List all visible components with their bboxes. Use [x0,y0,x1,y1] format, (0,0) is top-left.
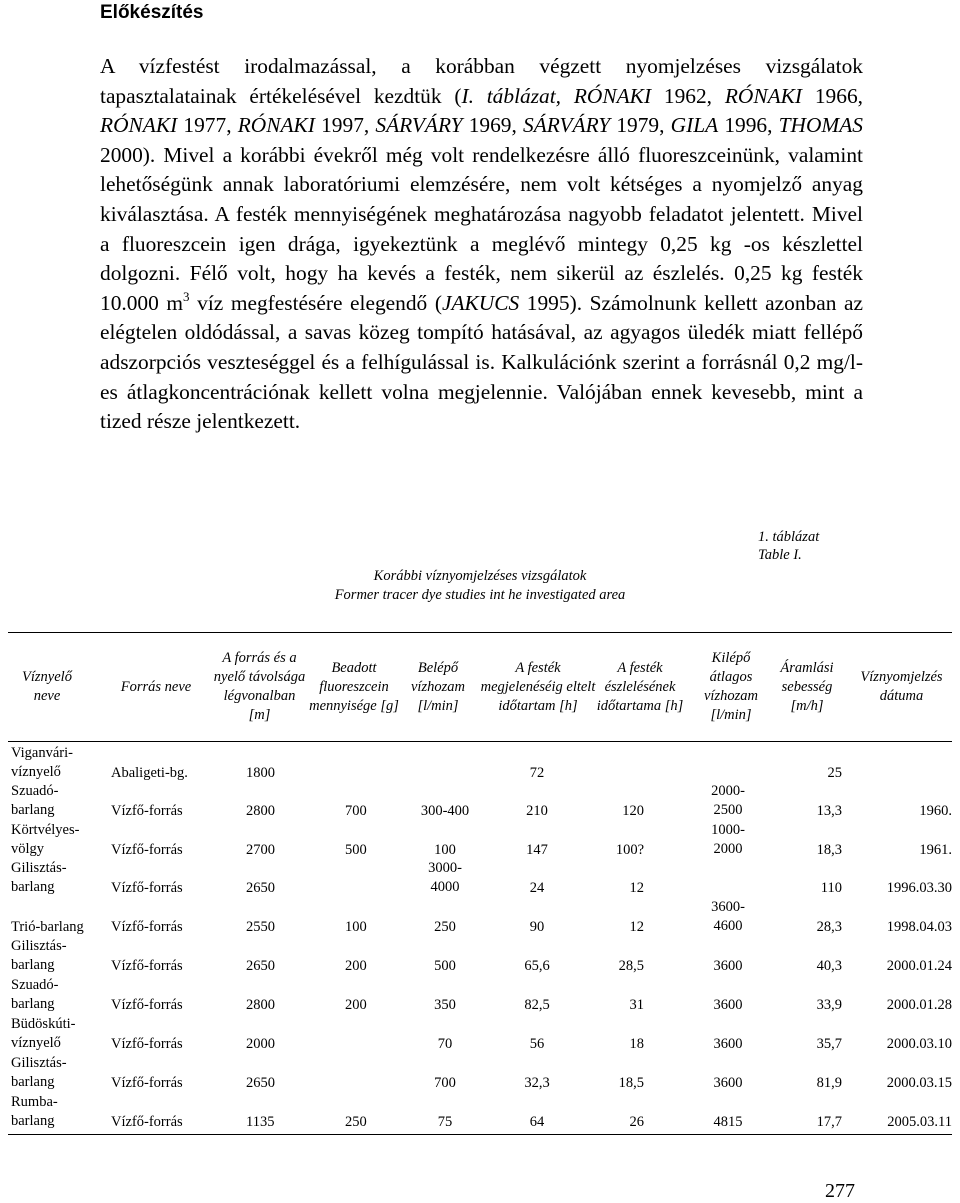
cell-dur: 12 [629,880,644,896]
paragraph-run: 1977, [177,113,238,138]
table-row [0,937,960,975]
header-inflow: Belépő vízhozam [l/min] [411,659,465,714]
table-row [0,782,960,820]
paragraph-run: JAKUCS [441,290,520,315]
cell-appear: 82,5 [524,997,550,1013]
cell-speed: 110 [820,880,842,896]
cell-speed: 18,3 [816,842,842,858]
paragraph-run: 1962, [651,83,725,108]
cell-spring: Vízfő-forrás [111,880,183,896]
cell-inflow: 3000- 4000 [428,860,462,895]
table-row [0,1015,960,1053]
paragraph-run: RÓNAKI [100,113,178,138]
cell-speed: 17,7 [816,1114,842,1130]
table-caption [250,567,710,605]
cell-dye: 250 [345,1114,367,1130]
header-detection-duration: A festék észlelésének időtartama [h] [596,659,684,714]
header-flow-speed: Áramlási sebesség [m/h] [780,659,834,714]
cell-dur: 31 [629,997,644,1013]
cell-spring: Vízfő-forrás [111,1075,183,1091]
paragraph-run: A vízfestést irodalmazással, a korábban végzett nyomjelzéses vizsgálatok tapasztalatainak értékelésével kezdtük ( [100,54,863,108]
table-header-rule [8,741,952,742]
table-row [0,859,960,897]
table-row [0,821,960,859]
cell-spring: Vízfő-forrás [111,1114,183,1130]
cell-appear: 72 [529,765,545,781]
cell-dist: 1135 [246,1114,275,1130]
paragraph-run: 1979, [610,113,671,138]
cell-spring: Vízfő-forrás [111,1036,183,1052]
cell-dye: 200 [345,958,367,974]
header-dye-amount: Beadott fluoreszcein mennyisége [g] [309,659,399,714]
header-date: Víznyomjelzés dátuma [860,669,943,704]
cell-outflow: 1000- 2000 [711,822,745,857]
table-bottom-rule [8,1134,952,1135]
cell-dist: 2800 [246,803,275,819]
cell-dist: 2800 [246,997,275,1013]
body-paragraph [100,52,863,437]
cell-inflow: 350 [434,997,456,1013]
cell-outflow: 3600 [713,958,743,974]
cell-appear: 147 [526,842,548,858]
table-label-hu: 1. táblázat [758,529,820,545]
cell-appear: 64 [529,1114,545,1130]
cell-speed: 28,3 [816,919,842,935]
cell-spring: Vízfő-forrás [111,997,183,1013]
cell-dur: 26 [629,1114,644,1130]
cell-appear: 24 [529,880,545,896]
cell-outflow: 3600 [713,1036,743,1052]
cell-date: 1961. [919,842,952,858]
table-row [0,898,960,936]
table-label-en: Table I. [758,547,802,563]
table-caption-hu: Korábbi víznyomjelzéses vizsgálatok [373,568,587,584]
paragraph-run: 3 [183,288,190,304]
cell-sink: Gilisztás- barlang [11,938,67,973]
cell-inflow: 300-400 [420,803,470,819]
paragraph-run: I. táblázat, RÓNAKI [461,83,652,108]
cell-inflow: 100 [434,842,456,858]
cell-dur: 28,5 [618,958,644,974]
paragraph-run: víz megfestésére elegendő ( [189,290,442,315]
cell-speed: 35,7 [816,1036,842,1052]
paragraph-run: GILA [670,113,719,138]
cell-inflow: 250 [434,919,456,935]
table-row [0,744,960,782]
cell-dur: 18,5 [618,1075,644,1091]
table-top-rule [8,632,952,633]
paragraph-run: 1995). Számolnunk kellett azonban az elégtelen oldódással, a savas közeg tompító hatásával, az agyagos üledék miatt fellépő adszorpciós veszteséggel és a felhígulással is. Kalkulációnk szerint a forrásnál 0,2 mg/l-es átlagkoncentrációnak kellett volna megjelennie. Valójában ennek kevesebb, mint a tized része jelentkezett. [100,290,864,434]
cell-spring: Vízfő-forrás [111,958,183,974]
cell-dist: 2650 [246,1075,275,1091]
cell-appear: 32,3 [524,1075,550,1091]
cell-sink: Rumba- barlang [11,1094,58,1129]
cell-sink: Büdöskúti- víznyelő [11,1016,76,1051]
cell-dur: 12 [629,919,644,935]
cell-outflow: 3600 [713,1075,743,1091]
paragraph-run: 1969, [462,113,524,138]
paragraph-run: 1966, [802,83,863,108]
cell-speed: 33,9 [816,997,842,1013]
cell-dur: 100? [615,842,644,858]
cell-dist: 2000 [246,1036,275,1052]
header-distance: A forrás és a nyelő távolsága légvonalban [m] [213,650,306,723]
header-spring: Forrás neve [120,678,192,695]
cell-dist: 2700 [246,842,275,858]
header-appearance-time: A festék megjelenéséig eltelt időtartam [h] [480,659,596,714]
cell-date: 2000.01.28 [886,997,952,1013]
cell-sink: Körtvélyes- völgy [11,822,80,857]
paragraph-run: 1997, [314,113,376,138]
header-sink: Víznyelő neve [22,669,72,704]
cell-dur: 120 [622,803,644,819]
cell-spring: Vízfő-forrás [111,842,183,858]
paragraph-run: SÁRVÁRY [523,113,611,138]
cell-appear: 90 [529,919,545,935]
paragraph-run: RÓNAKI [237,113,315,138]
cell-inflow: 500 [434,958,456,974]
cell-inflow: 700 [434,1075,456,1091]
cell-spring: Vízfő-forrás [111,803,183,819]
paragraph-run: RÓNAKI [724,83,803,108]
cell-dye: 700 [345,803,367,819]
table-row [0,1093,960,1131]
paragraph-run: 1996, [718,113,779,138]
cell-date: 2000.03.15 [886,1075,952,1091]
cell-date: 1996.03.30 [886,880,952,896]
paragraph-run: 2000). Mivel a korábbi évekről még volt rendelkezésre álló fluoreszceinünk, valamint lehetőségünk annak laboratóriumi elemzésére, nem volt kétséges a nyomjelző anyag kiválasztása. A festék mennyiségének meghatározása nagyobb feladatot jelentett. Mivel a fluoreszcein igen drága, igyekeztünk a meglévő mintegy 0,25 kg -os készlettel dolgozni. Félő volt, hogy ha kevés a festék, nem sikerül az észlelés. 0,25 kg festék 10.000 m [100,142,863,315]
cell-appear: 65,6 [524,958,550,974]
cell-date: 2005.03.11 [887,1114,952,1130]
cell-speed: 25 [827,765,842,781]
cell-dye: 500 [345,842,367,858]
paragraph-run: THOMAS [778,113,863,138]
section-heading: Előkészítés [100,2,204,23]
cell-outflow: 3600- 4600 [711,899,745,934]
table-caption-en: Former tracer dye studies int he investigated area [334,587,626,603]
cell-appear: 210 [526,803,548,819]
cell-inflow: 75 [437,1114,453,1130]
header-outflow: Kilépő átlagos vízhozam [l/min] [704,650,758,723]
cell-sink: Szuadó- barlang [11,783,59,818]
cell-speed: 13,3 [816,803,842,819]
cell-outflow: 3600 [713,997,743,1013]
cell-date: 1960. [919,803,952,819]
cell-outflow: 2000- 2500 [711,783,745,818]
cell-spring: Abaligeti-bg. [111,765,188,781]
cell-spring: Vízfő-forrás [111,919,183,935]
cell-dye: 200 [345,997,367,1013]
cell-sink: Trió-barlang [11,919,84,935]
cell-sink: Gilisztás- barlang [11,860,67,895]
table-label [758,528,819,564]
cell-sink: Viganvári- víznyelő [11,745,73,780]
cell-sink: Szuadó- barlang [11,977,59,1012]
cell-dist: 2550 [246,919,275,935]
cell-speed: 81,9 [816,1075,842,1091]
cell-sink: Gilisztás- barlang [11,1055,67,1090]
cell-outflow: 4815 [713,1114,743,1130]
cell-dye: 100 [345,919,367,935]
cell-appear: 56 [529,1036,545,1052]
cell-dist: 1800 [246,765,275,781]
cell-dur: 18 [629,1036,644,1052]
cell-date: 1998.04.03 [886,919,952,935]
paragraph-run: SÁRVÁRY [375,113,463,138]
cell-date: 2000.03.10 [886,1036,952,1052]
table-row [0,1054,960,1092]
cell-dist: 2650 [246,958,275,974]
page-number: 277 [825,1180,855,1202]
cell-dist: 2650 [246,880,275,896]
cell-date: 2000.01.24 [886,958,952,974]
cell-inflow: 70 [437,1036,453,1052]
cell-speed: 40,3 [816,958,842,974]
table-row [0,976,960,1014]
